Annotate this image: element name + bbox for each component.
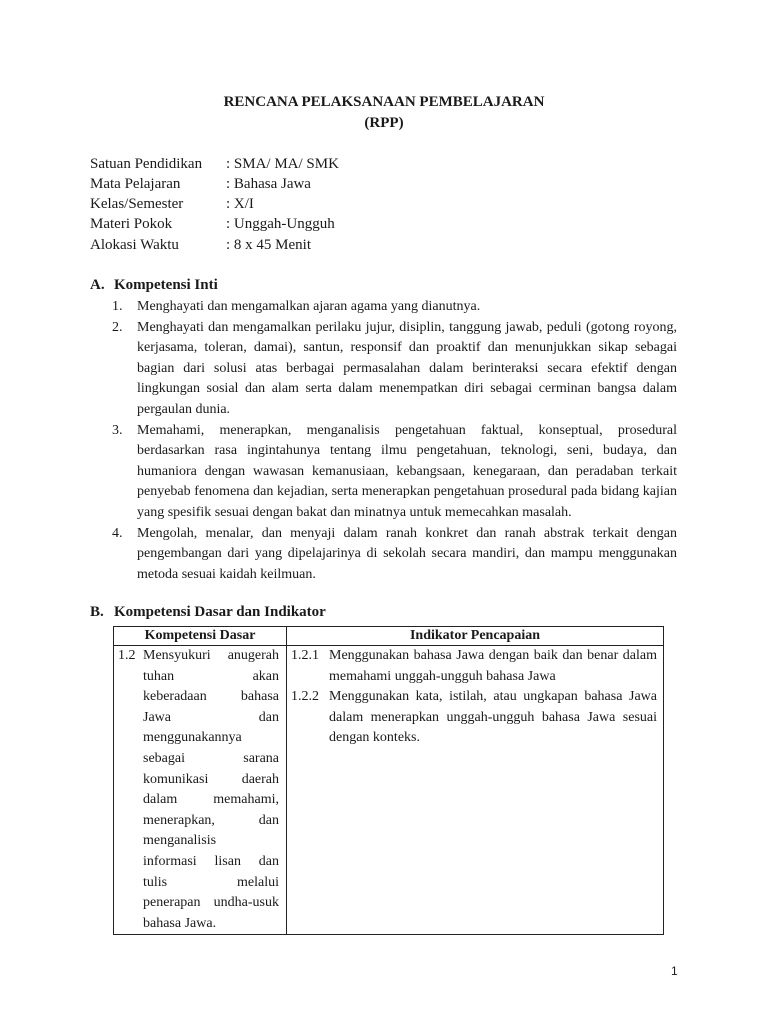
- kd-line: bahasa Jawa.: [143, 915, 217, 931]
- kd-line: informasi lisan dan: [143, 853, 279, 869]
- section-title: Kompetensi Inti: [114, 277, 218, 293]
- kd-line: penerapan undha-usuk: [143, 895, 279, 911]
- list-item-text: Mengolah, menalar, dan menyaji dalam ranah konkret dan ranah abstrak terkait dengan pengembangan dari yang dipelajarinya di sekolah secara mandiri, dan mampu menggunakan metoda sesuai kaidah keilmuan.: [137, 525, 677, 582]
- identity-value: : Unggah-Ungguh: [226, 216, 335, 232]
- kd-line: keberadaan bahasa: [143, 689, 279, 705]
- document-title: RENCANA PELAKSANAAN PEMBELAJARAN: [223, 94, 545, 110]
- list-item: [112, 318, 677, 421]
- identity-label: Satuan Pendidikan: [90, 156, 203, 172]
- list-item-text: Memahami, menerapkan, menganalisis pengetahuan faktual, konseptual, prosedural berdasarkan rasa ingintahunya tentang ilmu pengetahuan, teknologi, seni, budaya, dan humaniora dengan wawasan kemanusiaan, kebangsaan, kenegaraan, dan peradaban terkait penyebab fenomena dan kejadian, serta menerapkan pengetahuan prosedural pada bidang kajian yang spesifik sesuai dengan bakat dan minatnya untuk memecahkan masalah.: [137, 422, 677, 520]
- indicator-text: Menggunakan bahasa Jawa dengan baik dan benar dalam memahami unggah-ungguh bahasa Jawa: [329, 648, 657, 684]
- identity-value: : SMA/ MA/ SMK: [226, 156, 339, 172]
- kd-line: menggunakannya: [143, 730, 242, 746]
- identity-label: Alokasi Waktu: [90, 237, 179, 253]
- list-item: [112, 297, 677, 318]
- section-b-heading: [90, 604, 326, 621]
- kd-indicator-table: [113, 626, 664, 935]
- section-a-heading: [90, 277, 218, 294]
- kd-line: tuhan akan: [143, 668, 279, 684]
- indicator-text: Menggunakan kata, istilah, atau ungkapan bahasa Jawa dalam menerapkan unggah-ungguh bahasa Jawa sesuai dengan konteks.: [329, 689, 657, 746]
- list-item-number: 4.: [112, 525, 123, 541]
- kd-content: [114, 646, 286, 934]
- list-item: [112, 524, 677, 586]
- identity-value: : 8 x 45 Menit: [226, 237, 311, 253]
- identity-value: : X/I: [226, 196, 254, 212]
- indicator-number: 1.2.1: [291, 648, 319, 663]
- indikator-cell: [287, 646, 664, 935]
- list-item-number: 2.: [112, 319, 123, 335]
- identity-label: Mata Pelajaran: [90, 176, 181, 192]
- kd-line: Mensyukuri anugerah: [143, 648, 279, 663]
- list-item-text: Menghayati dan mengamalkan ajaran agama yang dianutnya.: [137, 299, 481, 314]
- kd-line: Jawa dan: [143, 709, 279, 725]
- table-header-cell: Kompetensi Dasar: [114, 627, 287, 646]
- document-subtitle: (RPP): [364, 115, 404, 131]
- table-row: [114, 646, 664, 935]
- kompetensi-dasar-cell: [114, 646, 287, 935]
- indicator-item: [287, 646, 663, 687]
- kd-line: menganalisis: [143, 833, 217, 849]
- section-letter: A.: [90, 277, 105, 293]
- indicator-number: 1.2.2: [291, 689, 319, 705]
- kompetensi-inti-list: [112, 297, 677, 585]
- kd-line: dalam memahami,: [143, 792, 279, 808]
- section-title: Kompetensi Dasar dan Indikator: [114, 604, 326, 620]
- list-item-number: 1.: [112, 299, 123, 314]
- kd-line: menerapkan, dan: [143, 812, 279, 828]
- table-header-row: [114, 627, 664, 646]
- list-item-number: 3.: [112, 422, 123, 438]
- kd-line: tulis melalui: [143, 874, 279, 890]
- table-header-cell: Indikator Pencapaian: [287, 627, 664, 646]
- kd-line: sebagai sarana: [143, 750, 279, 766]
- indicator-item: [287, 687, 663, 749]
- list-item: [112, 421, 677, 524]
- section-letter: B.: [90, 604, 104, 620]
- kd-line: komunikasi daerah: [143, 771, 279, 787]
- identity-label: Kelas/Semester: [90, 196, 184, 212]
- page-number: 1: [671, 964, 678, 978]
- identity-value: : Bahasa Jawa: [226, 176, 311, 192]
- kd-number: 1.2: [118, 648, 136, 663]
- identity-label: Materi Pokok: [90, 216, 173, 232]
- list-item-text: Menghayati dan mengamalkan perilaku jujur, disiplin, tanggung jawab, peduli (gotong royong, kerjasama, toleran, damai), santun, responsif dan proaktif dan menunjukkan sikap sebagai bagian dari solusi atas berbagai permasalahan dalam berinteraksi secara efektif dengan lingkungan sosial dan alam serta dalam menempatkan diri sebagai cerminan bangsa dalam pergaulan dunia.: [137, 319, 677, 417]
